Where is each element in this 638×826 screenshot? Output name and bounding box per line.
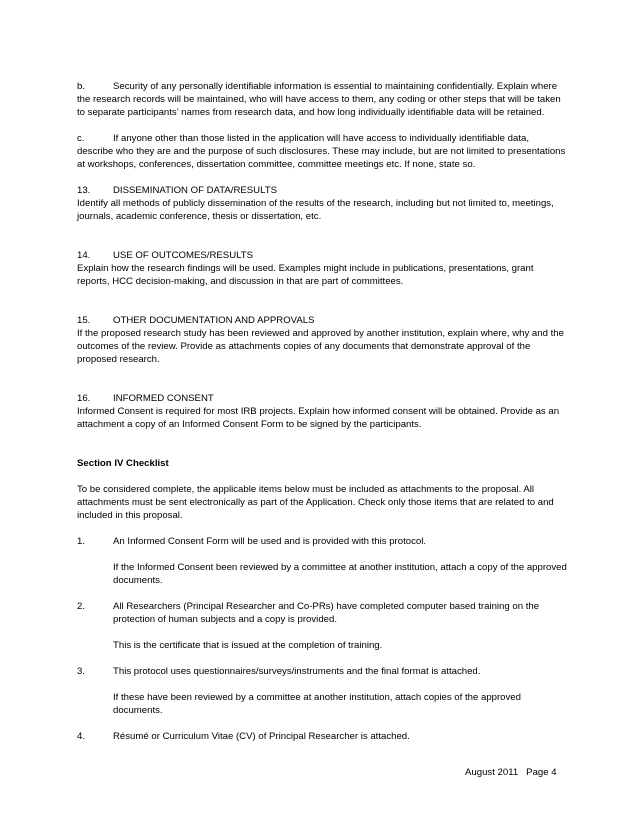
subsection-b-text xyxy=(77,80,567,119)
section-13 xyxy=(77,184,567,223)
section-number: 16. xyxy=(77,393,91,404)
document-body xyxy=(77,80,567,743)
section-body: Identify all methods of publicly dissemination of the results of the research, including but not limited to, meetings, journals, academic conference, thesis or dissertation, etc. xyxy=(77,198,554,222)
section-14-heading xyxy=(77,249,567,262)
section-number: 15. xyxy=(77,315,91,326)
section-body: Explain how the research findings will be used. Examples might include in publications, presentations, grant reports, HCC decision-making, and discussion in that are part of committees. xyxy=(77,263,534,287)
section-15 xyxy=(77,314,567,366)
subsection-b xyxy=(77,80,567,119)
checklist-item-number: 1. xyxy=(77,536,86,547)
checklist-heading: Section IV Checklist xyxy=(77,458,169,469)
subsection-b-rest: Explain where the research records will be maintained, who will have access to them, any coding or other steps that will be taken to separate participants’ names from research data, and how long individually identifiable data will be retained. xyxy=(77,81,561,118)
section-16-heading xyxy=(77,392,567,405)
subsection-c-line1: If anyone other than those listed in the application will have access to individually identifiable xyxy=(113,133,505,144)
section-title: USE OF OUTCOMES/RESULTS xyxy=(113,250,254,261)
footer-page-number: Page 4 xyxy=(526,767,557,778)
subsection-c-text xyxy=(77,132,567,171)
checklist-item-3 xyxy=(77,665,567,678)
checklist-item-number: 2. xyxy=(77,601,86,612)
page-footer xyxy=(465,767,557,778)
section-number: 13. xyxy=(77,185,91,196)
subsection-c-rest: data, describe who they are and the purpose of such disclosures. These may include, but are not limited to presentations at workshops, conferences, dissertation committee, committee meetings etc. If none, state so. xyxy=(77,133,566,170)
section-13-heading xyxy=(77,184,567,197)
section-15-heading xyxy=(77,314,567,327)
checklist-item-1 xyxy=(77,535,567,548)
section-body: If the proposed research study has been reviewed and approved by another institution, explain where, why and the outcomes of the review. Provide as attachments copies of any documents that demonstrate approval of the proposed research. xyxy=(77,328,564,365)
section-title: DISSEMINATION OF DATA/RESULTS xyxy=(113,185,277,196)
checklist-item-text: An Informed Consent Form will be used and is provided with this protocol. xyxy=(113,536,427,547)
subsection-b-line1: Security of any personally identifiable information is essential to maintaining confidentially. xyxy=(113,81,495,92)
checklist-item-2 xyxy=(77,600,567,626)
checklist-item-text: Résumé or Curriculum Vitae (CV) of Principal Researcher is attached. xyxy=(113,731,410,742)
section-number: 14. xyxy=(77,250,91,261)
checklist-item-number: 3. xyxy=(77,666,86,677)
checklist-item-note: If the Informed Consent been reviewed by a committee at another institution, attach a copy of the approved documents. xyxy=(113,562,567,586)
checklist-item-note: If these have been reviewed by a committee at another institution, attach copies of the approved documents. xyxy=(113,692,521,716)
checklist-item-4 xyxy=(77,730,567,743)
section-title: OTHER DOCUMENTATION AND APPROVALS xyxy=(113,315,315,326)
subsection-b-letter: b. xyxy=(77,81,86,92)
checklist-item-note: This is the certificate that is issued at the completion of training. xyxy=(113,640,383,651)
checklist-item-number: 4. xyxy=(77,731,86,742)
checklist-item-text: All Researchers (Principal Researcher and Co-PRs) have completed computer based training on the protection of human subjects and a copy is provided. xyxy=(113,601,540,625)
section-16 xyxy=(77,392,567,431)
section-body: Informed Consent is required for most IRB projects. Explain how informed consent will be obtained. Provide as an attachment a copy of an Informed Consent Form to be signed by the participants. xyxy=(77,406,560,430)
section-title: INFORMED CONSENT xyxy=(113,393,214,404)
subsection-c-letter: c. xyxy=(77,133,85,144)
subsection-c xyxy=(77,132,567,171)
footer-date: August 2011 xyxy=(465,767,519,778)
section-14 xyxy=(77,249,567,288)
checklist-intro: To be considered complete, the applicable items below must be included as attachments to the proposal. All attachments must be sent electronically as part of the Application. Check only those items that are related to and included in this proposal. xyxy=(77,484,554,521)
checklist-item-text: This protocol uses questionnaires/surveys/instruments and the final format is attached. xyxy=(113,666,481,677)
